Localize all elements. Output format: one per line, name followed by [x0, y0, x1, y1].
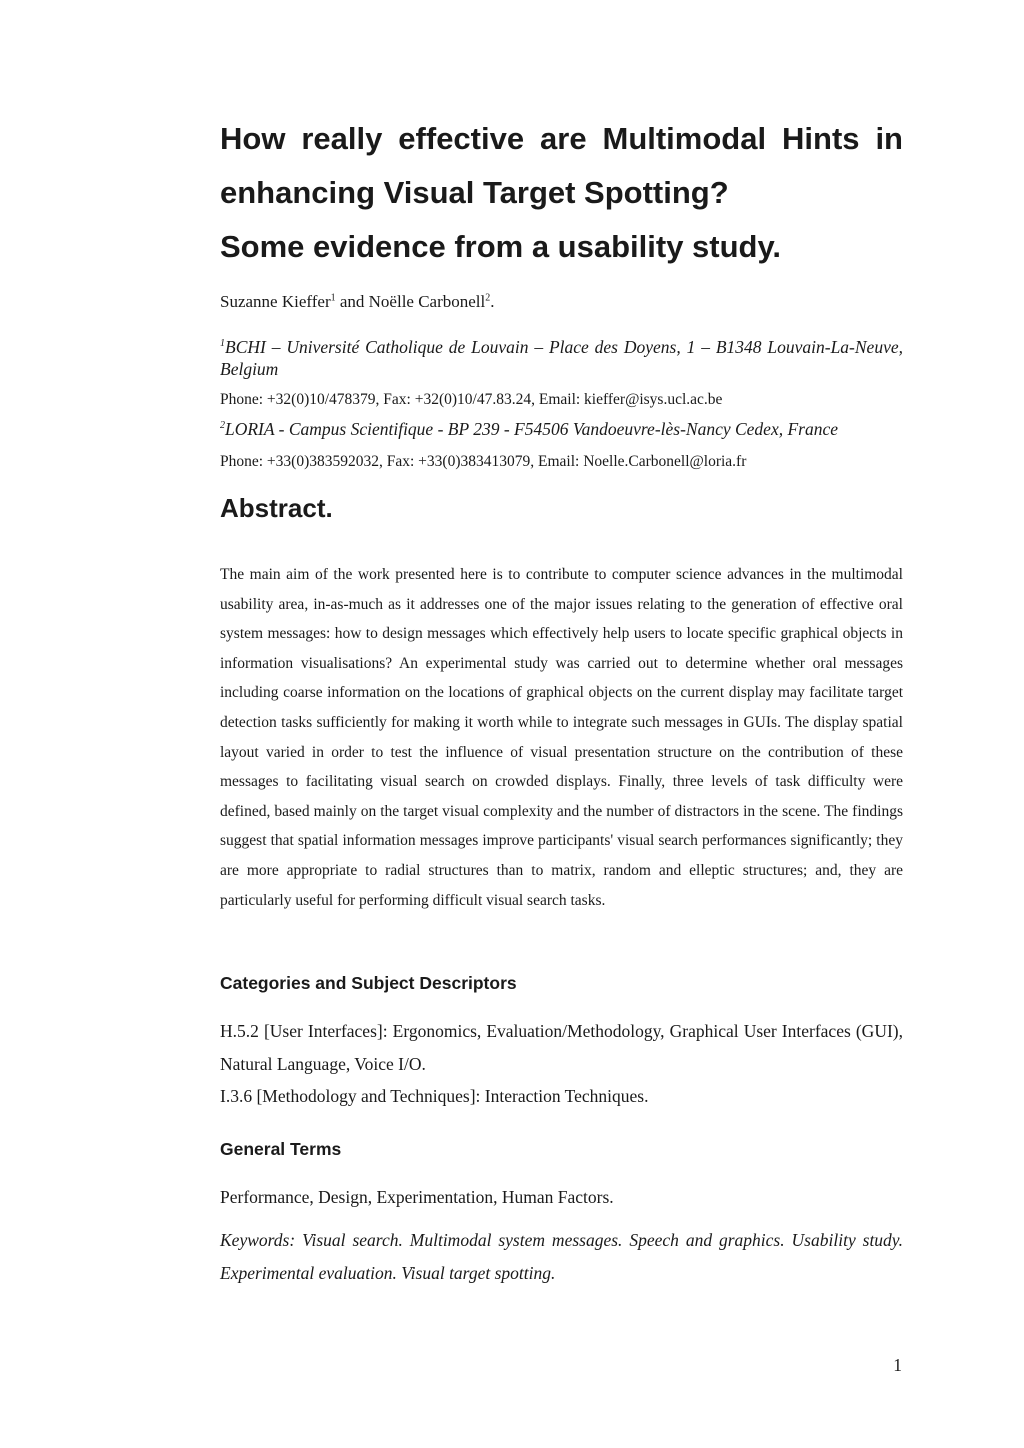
title-line-3: Some evidence from a usability study. — [220, 229, 782, 264]
page-number: 1 — [893, 1355, 902, 1375]
author-conjunction: and — [335, 292, 369, 311]
title-line-2: enhancing Visual Target Spotting? — [220, 175, 729, 210]
author-1: Suzanne Kieffer — [220, 292, 331, 311]
affiliation-2-mark: 2 — [220, 420, 225, 432]
abstract-text: The main aim of the work presented here is to contribute to computer science advances in the multimodal usability area, in-as-much as it addresses one of the major issues relating to the generation of effective oral system messages: how to design messages which effectively help users to locate specific graphical objects in information visualisations? An experimental study was carried out to determine whether oral messages including coarse information on the locations of graphical objects on the current display may facilitate target detection tasks sufficiently for making it worth while to integrate such messages in GUIs. The display spatial layout varied in order to test the influence of visual presentation structure on the contribution of these messages to facilitating visual search on crowded displays. Finally, three levels of task difficulty were defined, based mainly on the target visual complexity and the number of distractors in the scene. The findings suggest that spatial information messages improve participants' visual search performances significantly; they are more appropriate to radial structures than to matrix, random and elleptic structures; and, they are particularly useful for performing difficult visual search tasks. — [220, 566, 903, 909]
affiliation-2-contact: Phone: +33(0)383592032, Fax: +33(0)383413079, Email: Noelle.Carbonell@loria.fr — [220, 453, 747, 470]
general-terms-text: Performance, Design, Experimentation, Human Factors. — [220, 1187, 614, 1207]
author-line-end: . — [490, 292, 495, 311]
affiliation-2 — [220, 418, 903, 440]
affiliation-1-mark: 1 — [220, 338, 225, 350]
categories-line-2: I.3.6 [Methodology and Techniques]: Interaction Techniques. — [220, 1086, 649, 1106]
keywords-text: Keywords: Visual search. Multimodal system messages. Speech and graphics. Usability study. Experimental evaluation. Visual target spotting. — [220, 1230, 903, 1283]
author-2-affil-mark: 2 — [485, 292, 491, 304]
categories-line-1: H.5.2 [User Interfaces]: Ergonomics, Evaluation/Methodology, Graphical User Interfaces (GUI), Natural Language, Voice I/O. — [220, 1021, 903, 1074]
affiliation-2-text: LORIA - Campus Scientifique - BP 239 - F54506 Vandoeuvre-lès-Nancy Cedex, France — [225, 419, 839, 439]
abstract-heading: Abstract. — [220, 493, 333, 523]
affiliation-1-text: BCHI – Université Catholique de Louvain – Place des Doyens, 1 – B1348 Louvain-La-Neuve, Belgium — [220, 337, 903, 379]
general-terms-heading: General Terms — [220, 1139, 342, 1159]
author-line — [220, 290, 495, 314]
paper-title — [220, 112, 903, 274]
affiliation-1 — [220, 336, 903, 380]
affiliation-1-contact: Phone: +32(0)10/478379, Fax: +32(0)10/47.83.24, Email: kieffer@isys.ucl.ac.be — [220, 391, 723, 408]
categories-text — [220, 1015, 903, 1113]
author-1-affil-mark: 1 — [330, 292, 336, 304]
title-line-1: How really effective are Multimodal Hints in — [220, 121, 903, 156]
categories-heading: Categories and Subject Descriptors — [220, 973, 517, 993]
author-2: Noëlle Carbonell — [368, 292, 486, 311]
